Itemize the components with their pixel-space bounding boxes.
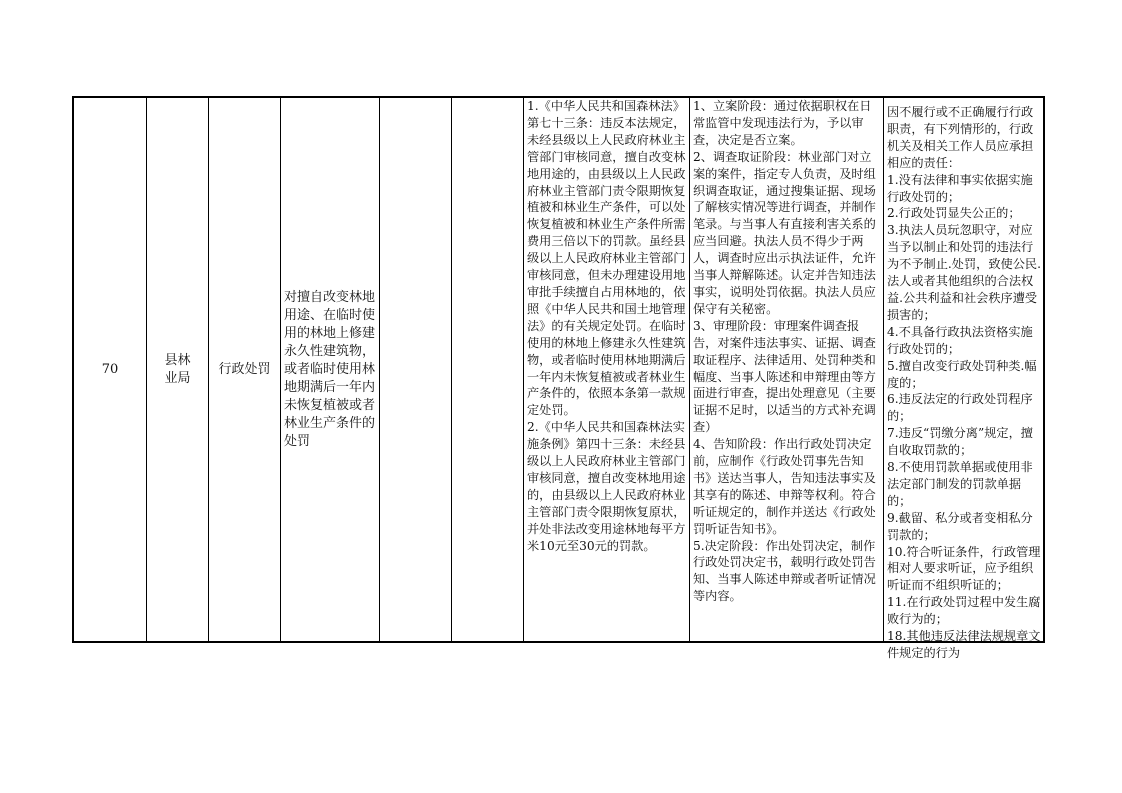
department-name: 县林业局: [164, 352, 191, 386]
procedure-cell: [690, 98, 884, 641]
row-number-cell: [74, 98, 147, 641]
liability-cell: [884, 98, 1045, 660]
row-number: 70: [101, 361, 119, 377]
item-name-cell: [281, 98, 380, 641]
sub-item-cell: [380, 98, 452, 641]
department-cell: [147, 98, 209, 641]
legal-basis-cell: [524, 98, 690, 641]
liability-text: 因不履行或不正确履行行政职责，有下列情形的，行政机关及相关工作人员应承担相应的责任： 1.没有法律和事实依据实施行政处罚的； 2.行政处罚显失公正的； 3.执法人员玩忽职守，对应当予以制止和处罚的违法行为不予制止.处罚，致使公民.法人或者其他组织的合法权益.公共利益和社会秩序遭受损害的； 4.不具备行政执法资格实施行政处罚的； 5.擅自改变行政处罚种类.幅度的； 6.违反法定的行政处罚程序的； 7.违反“罚缴分离”规定，擅自收取罚款的； 8.不使用罚款单据或使用非法定部门制发的罚款单据的； 9.截留、私分或者变相私分罚款的； 10.符合听证条件，行政管理相对人要求听证，应予组织听证而不组织听证的； 11.在行政处罚过程中发生腐败行为的； 18.其他违反法律法规规章文件规定的行为: [887, 105, 1041, 660]
penalty-category: 行政处罚: [218, 361, 271, 377]
item-name: 对擅自改变林地用途、在临时使用的林地上修建永久性建筑物，或者临时使用林地期满后一年内未恢复植被或者林业生产条件的处罚: [284, 289, 376, 449]
legal-basis-text: 1.《中华人民共和国森林法》第七十三条：违反本法规定，未经县级以上人民政府林业主管部门审核同意，擅自改变林地用途的，由县级以上人民政府林业主管部门责令限期恢复植被和林业生产条件，可以处恢复植被和林业生产条件所需费用三倍以下的罚款。虽经县级以上人民政府林业主管部门审核同意，但未办理建设用地审批手续擅自占用林地的，依照《中华人民共和国土地管理法》的有关规定处罚。在临时使用的林地上修建永久性建筑物，或者临时使用林地期满后一年内未恢复植被或者林业生产条件的，依照本条第一款规定处罚。 2.《中华人民共和国森林法实施条例》第四十三条：未经县级以上人民政府林业主管部门审核同意，擅自改变林地用途的，由县级以上人民政府林业主管部门责令限期恢复原状，并处非法改变用途林地每平方米10元至30元的罚款。: [527, 99, 686, 553]
category-cell: [209, 98, 281, 641]
procedure-text: 1、立案阶段：通过依据职权在日常监管中发现违法行为，予以审查，决定是否立案。 2、调查取证阶段：林业部门对立案的案件，指定专人负责，及时组织调查取证，通过搜集证据、现场了解核实情况等进行调查，并制作笔录。与当事人有直接利害关系的应当回避。执法人员不得少于两人，调查时应出示执法证件，允许当事人辩解陈述。认定并告知违法事实，说明处罚依据。执法人员应保守有关秘密。 3、审理阶段：审理案件调查报告，对案件违法事实、证据、调查取证程序、法律适用、处罚种类和幅度、当事人陈述和申辩理由等方面进行审查，提出处理意见（主要证据不足时，以适当的方式补充调查） 4、告知阶段：作出行政处罚决定前，应制作《行政处罚事先告知书》送达当事人，告知违法事实及其享有的陈述、申辩等权利。符合听证规定的，制作并送达《行政处罚听证告知书》。 5.决定阶段：作出处罚决定，制作行政处罚决定书，载明行政处罚告知、当事人陈述申辩或者听证情况等内容。: [693, 99, 876, 604]
implementing-body-cell: [452, 98, 524, 641]
penalty-table: [72, 96, 1045, 660]
